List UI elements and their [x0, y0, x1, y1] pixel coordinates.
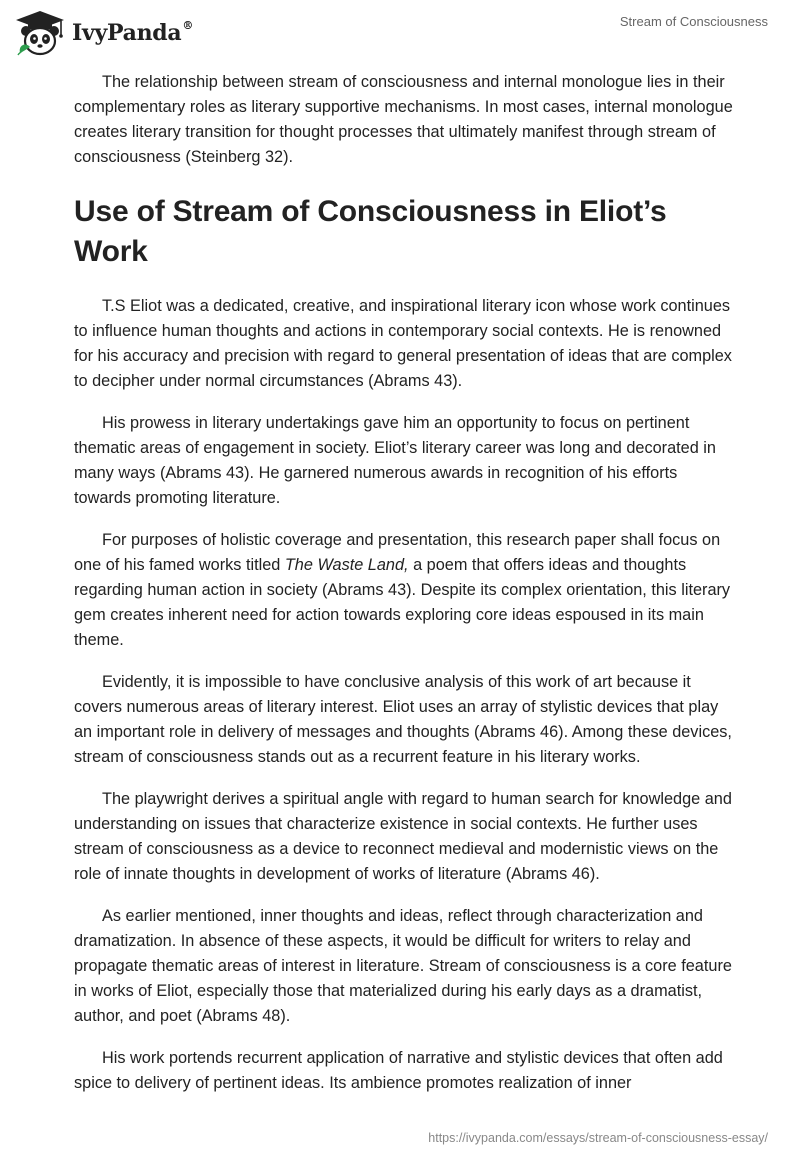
paragraph-7: His work portends recurrent application of narrative and stylistic devices that often add spice to delivery of pertinent ideas. Its ambience promotes realization of inner — [74, 1049, 723, 1092]
paragraph-1: T.S Eliot was a dedicated, creative, and inspirational literary icon whose work continues to influence human thoughts and actions in contemporary social contexts. He is renowned for his accuracy and precision with regard to general presentation of ideas that are complex to decipher under normal circumstances (Abrams 43). — [74, 297, 732, 390]
paragraph-2: His prowess in literary undertakings gave him an opportunity to focus on pertinent thematic areas of engagement in society. Eliot’s literary career was long and decorated in many ways (Abrams 43). He garnered numerous awards in recognition of his efforts towards promoting literature. — [74, 414, 716, 507]
source-url-link[interactable]: https://ivypanda.com/essays/stream-of-consciousness-essay/ — [428, 1131, 768, 1145]
brand-logo[interactable] — [14, 8, 193, 58]
paragraph-4: Evidently, it is impossible to have conclusive analysis of this work of art because it covers numerous areas of literary interest. Eliot uses an array of stylistic devices that play an important role in delivery of messages and thoughts (Abrams 46). Among these devices, stream of consciousness stands out as a recurrent feature in his literary works. — [74, 673, 732, 766]
logo-text: IvyPanda® — [72, 19, 194, 46]
paragraph-5: The playwright derives a spiritual angle with regard to human search for knowledge and understanding on issues that characterize existence in social contexts. He further uses stream of consciousness as a device to reconnect medieval and modernistic views on the role of innate thoughts in development of works of literature (Abrams 46). — [74, 790, 732, 883]
paragraph-3-text-a: For purposes of holistic coverage and presentation, this research paper shall focus on one of his famed works titled — [74, 531, 721, 574]
paragraph-3-text-b: a poem that offers ideas and thoughts regarding human action in society (Abrams 43). Despite its complex orientation, this literary gem creates inherent need for action towards exploring core ideas espoused in its main theme. — [74, 556, 731, 649]
panda-graduate-icon — [14, 9, 66, 57]
document-title: Stream of Consciousness — [619, 14, 768, 29]
work-title-italic: The Waste Land, — [284, 556, 409, 574]
paragraph-6: As earlier mentioned, inner thoughts and ideas, reflect through characterization and dramatization. In absence of these aspects, it would be difficult for writers to relay and propagate thematic areas of interest in literature. Stream of consciousness is a core feature in works of Eliot, especially those that materialized during his early days as a dramatist, author, and poet (Abrams 48). — [74, 907, 732, 1025]
page-header — [0, 0, 800, 70]
paragraph-3 — [74, 528, 734, 653]
section-heading: Use of Stream of Consciousness in Eliot’s Work — [74, 195, 667, 268]
essay-content — [74, 70, 734, 1113]
intro-paragraph: The relationship between stream of consciousness and internal monologue lies in their complementary roles as literary supportive mechanisms. In most cases, internal monologue creates literary transition for thought processes that ultimately manifest through stream of consciousness (Steinberg 32). — [74, 73, 733, 166]
